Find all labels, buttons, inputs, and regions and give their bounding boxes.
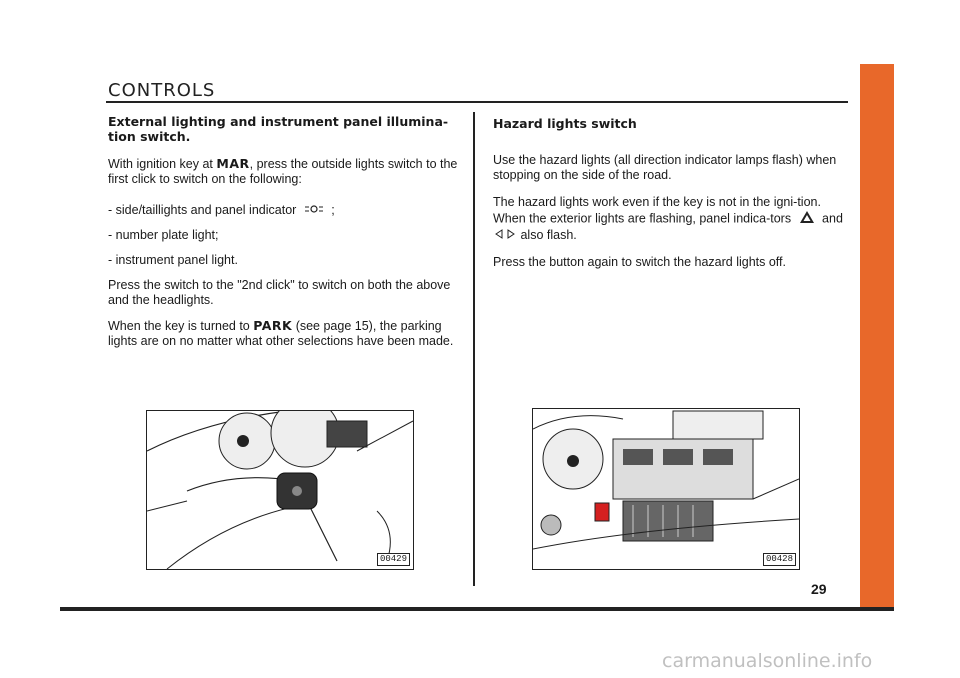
list-item: - number plate light; — [108, 228, 219, 243]
hazard-detail: The hazard lights work even if the key is not in the igni-tion. When the exterior lights are flashing, panel indica-tors and also flash. — [493, 195, 843, 242]
turn-indicator-arrows-icon — [495, 228, 515, 243]
watermark: carmanualsonline.info — [662, 650, 873, 672]
lighting-switch-heading: External lighting and instrument panel illumina-tion switch. — [108, 114, 449, 144]
hazard-switch-illustration — [532, 408, 800, 570]
footer-rule — [60, 607, 894, 611]
warning-triangle-icon — [799, 210, 815, 228]
list-item: - side/taillights and panel indicator ; — [108, 203, 335, 217]
lighting-switch-illustration — [146, 410, 414, 570]
header-rule — [106, 101, 848, 103]
figure-code: 00429 — [377, 553, 410, 566]
figure-code: 00428 — [763, 553, 796, 566]
hazard-heading: Hazard lights switch — [493, 116, 637, 131]
list-item: - instrument panel light. — [108, 253, 238, 268]
section-tab — [860, 64, 894, 610]
second-click-text: Press the switch to the "2nd click" to switch on both the above and the headlights. — [108, 278, 451, 308]
lighting-intro: With ignition key at MAR, press the outside lights switch to the first click to switch on the following: — [108, 156, 458, 186]
right-column — [493, 116, 843, 270]
hazard-off-text: Press the button again to switch the hazard lights off. — [493, 255, 786, 270]
park-text: When the key is turned to PARK (see page 15), the parking lights are on no matter what other selections have been made. — [108, 318, 454, 349]
column-divider — [473, 112, 475, 586]
section-title: CONTROLS — [108, 80, 216, 101]
hazard-intro: Use the hazard lights (all direction indicator lamps flash) when stopping on the side of the road. — [493, 153, 837, 182]
page-number: 29 — [811, 581, 827, 597]
hazard-button — [595, 503, 609, 521]
left-column — [108, 114, 458, 349]
sidelight-indicator-icon — [304, 203, 324, 218]
